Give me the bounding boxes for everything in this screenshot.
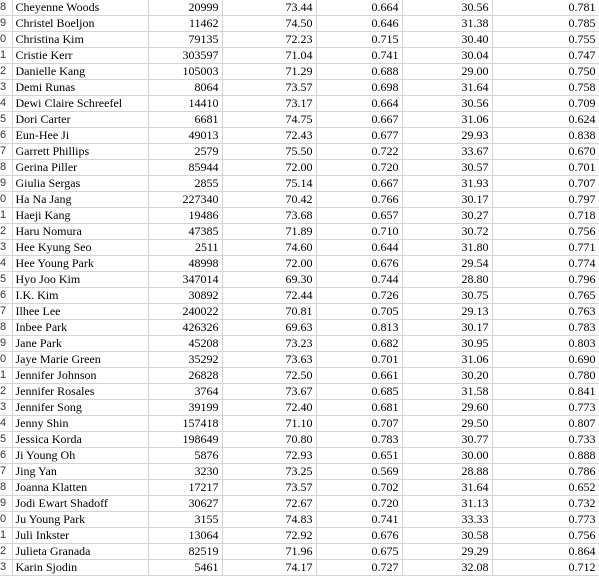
- cell-col-1[interactable]: 3155: [148, 512, 222, 528]
- table-row: [0, 192, 599, 208]
- cell-col-4[interactable]: 28.88: [402, 464, 492, 480]
- row-header[interactable]: 7: [0, 464, 12, 480]
- cell-col-1[interactable]: 2511: [148, 240, 222, 256]
- cell-col-5[interactable]: 0.709: [492, 96, 599, 112]
- cell-col-5[interactable]: 0.707: [492, 176, 599, 192]
- cell-name[interactable]: Eun-Hee Ji: [12, 128, 148, 144]
- cell-col-1[interactable]: 47385: [148, 224, 222, 240]
- cell-col-1[interactable]: 26828: [148, 368, 222, 384]
- cell-col-3[interactable]: 0.651: [316, 448, 402, 464]
- cell-name[interactable]: Karin Sjodin: [12, 560, 148, 576]
- cell-col-5[interactable]: 0.781: [492, 0, 599, 16]
- cell-col-1[interactable]: 35292: [148, 352, 222, 368]
- cell-name[interactable]: Christina Kim: [12, 32, 148, 48]
- cell-col-5[interactable]: 0.838: [492, 128, 599, 144]
- cell-col-5[interactable]: 0.733: [492, 432, 599, 448]
- table-row: [0, 112, 599, 128]
- cell-col-1[interactable]: 3230: [148, 464, 222, 480]
- cell-col-2[interactable]: 71.96: [222, 544, 316, 560]
- table-row: [0, 160, 599, 176]
- row-header[interactable]: 7: [0, 304, 12, 320]
- cell-col-2[interactable]: 72.44: [222, 288, 316, 304]
- cell-col-3[interactable]: 0.722: [316, 144, 402, 160]
- row-header[interactable]: 7: [0, 144, 12, 160]
- cell-col-1[interactable]: 30892: [148, 288, 222, 304]
- table-row: [0, 464, 599, 480]
- cell-name[interactable]: Jennifer Rosales: [12, 384, 148, 400]
- cell-col-3[interactable]: 0.677: [316, 128, 402, 144]
- cell-col-5[interactable]: 0.763: [492, 304, 599, 320]
- cell-col-1[interactable]: 48998: [148, 256, 222, 272]
- cell-col-3[interactable]: 0.682: [316, 336, 402, 352]
- cell-name[interactable]: Jane Park: [12, 336, 148, 352]
- cell-col-3[interactable]: 0.569: [316, 464, 402, 480]
- cell-col-3[interactable]: 0.705: [316, 304, 402, 320]
- cell-col-1[interactable]: 79135: [148, 32, 222, 48]
- cell-col-4[interactable]: 31.64: [402, 80, 492, 96]
- cell-col-3[interactable]: 0.741: [316, 48, 402, 64]
- cell-col-5[interactable]: 0.747: [492, 48, 599, 64]
- table-row: [0, 176, 599, 192]
- table-row: [0, 480, 599, 496]
- row-header[interactable]: 1: [0, 528, 12, 544]
- cell-col-1[interactable]: 11462: [148, 16, 222, 32]
- row-header[interactable]: 9: [0, 336, 12, 352]
- cell-col-3[interactable]: 0.676: [316, 256, 402, 272]
- cell-name[interactable]: Hee Young Park: [12, 256, 148, 272]
- cell-name[interactable]: Jennifer Song: [12, 400, 148, 416]
- row-header[interactable]: 1: [0, 368, 12, 384]
- cell-col-2[interactable]: 70.80: [222, 432, 316, 448]
- table-row: [0, 320, 599, 336]
- cell-col-4[interactable]: 29.50: [402, 416, 492, 432]
- table-row: [0, 368, 599, 384]
- cell-name[interactable]: Haeji Kang: [12, 208, 148, 224]
- cell-name[interactable]: Joanna Klatten: [12, 480, 148, 496]
- table-row: [0, 272, 599, 288]
- cell-col-3[interactable]: 0.664: [316, 96, 402, 112]
- table-row: [0, 0, 599, 16]
- table-row: [0, 224, 599, 240]
- cell-col-2[interactable]: 72.00: [222, 256, 316, 272]
- cell-col-5[interactable]: 0.624: [492, 112, 599, 128]
- row-header[interactable]: 0: [0, 352, 12, 368]
- cell-col-1[interactable]: 347014: [148, 272, 222, 288]
- cell-col-5[interactable]: 0.701: [492, 160, 599, 176]
- cell-col-2[interactable]: 72.93: [222, 448, 316, 464]
- cell-col-3[interactable]: 0.661: [316, 368, 402, 384]
- cell-col-5[interactable]: 0.652: [492, 480, 599, 496]
- row-header[interactable]: 2: [0, 384, 12, 400]
- cell-name[interactable]: Gerina Piller: [12, 160, 148, 176]
- cell-col-5[interactable]: 0.785: [492, 16, 599, 32]
- cell-col-1[interactable]: 227340: [148, 192, 222, 208]
- table-row: [0, 256, 599, 272]
- table-row: [0, 384, 599, 400]
- table-row: [0, 144, 599, 160]
- cell-col-2[interactable]: 72.23: [222, 32, 316, 48]
- cell-col-1[interactable]: 2579: [148, 144, 222, 160]
- cell-col-4[interactable]: 29.60: [402, 400, 492, 416]
- row-header[interactable]: 1: [0, 208, 12, 224]
- cell-col-3[interactable]: 0.667: [316, 112, 402, 128]
- row-header[interactable]: 3: [0, 400, 12, 416]
- cell-name[interactable]: Jennifer Johnson: [12, 368, 148, 384]
- cell-col-4[interactable]: 32.08: [402, 560, 492, 576]
- row-header[interactable]: 3: [0, 240, 12, 256]
- cell-name[interactable]: I.K. Kim: [12, 288, 148, 304]
- cell-col-3[interactable]: 0.685: [316, 384, 402, 400]
- cell-col-1[interactable]: 5461: [148, 560, 222, 576]
- cell-col-5[interactable]: 0.712: [492, 560, 599, 576]
- cell-col-2[interactable]: 71.89: [222, 224, 316, 240]
- table-row: [0, 336, 599, 352]
- cell-col-1[interactable]: 426326: [148, 320, 222, 336]
- cell-col-5[interactable]: 0.773: [492, 400, 599, 416]
- cell-col-4[interactable]: 30.56: [402, 96, 492, 112]
- table-row: [0, 48, 599, 64]
- table-row: [0, 288, 599, 304]
- cell-col-4[interactable]: 29.93: [402, 128, 492, 144]
- cell-col-4[interactable]: 30.95: [402, 336, 492, 352]
- cell-col-4[interactable]: 29.00: [402, 64, 492, 80]
- cell-col-3[interactable]: 0.675: [316, 544, 402, 560]
- cell-name[interactable]: Jodi Ewart Shadoff: [12, 496, 148, 512]
- cell-col-1[interactable]: 17217: [148, 480, 222, 496]
- cell-col-4[interactable]: 30.58: [402, 528, 492, 544]
- cell-col-1[interactable]: 3764: [148, 384, 222, 400]
- cell-name[interactable]: Christel Boeljon: [12, 16, 148, 32]
- cell-col-5[interactable]: 0.758: [492, 80, 599, 96]
- cell-col-5[interactable]: 0.755: [492, 32, 599, 48]
- cell-col-5[interactable]: 0.796: [492, 272, 599, 288]
- cell-col-1[interactable]: 8064: [148, 80, 222, 96]
- cell-name[interactable]: Haru Nomura: [12, 224, 148, 240]
- cell-col-2[interactable]: 75.50: [222, 144, 316, 160]
- cell-col-2[interactable]: 73.57: [222, 80, 316, 96]
- cell-col-2[interactable]: 71.10: [222, 416, 316, 432]
- table-row: [0, 80, 599, 96]
- cell-col-1[interactable]: 303597: [148, 48, 222, 64]
- row-header[interactable]: 3: [0, 80, 12, 96]
- cell-name[interactable]: Giulia Sergas: [12, 176, 148, 192]
- cell-col-2[interactable]: 71.29: [222, 64, 316, 80]
- cell-name[interactable]: Demi Runas: [12, 80, 148, 96]
- cell-col-3[interactable]: 0.681: [316, 400, 402, 416]
- table-row: [0, 448, 599, 464]
- row-header[interactable]: 3: [0, 560, 12, 576]
- table-row: [0, 352, 599, 368]
- table-row: [0, 528, 599, 544]
- cell-name[interactable]: Garrett Phillips: [12, 144, 148, 160]
- table-row: [0, 496, 599, 512]
- row-header[interactable]: 0: [0, 512, 12, 528]
- cell-col-4[interactable]: 31.58: [402, 384, 492, 400]
- cell-col-5[interactable]: 0.803: [492, 336, 599, 352]
- cell-name[interactable]: Hee Kyung Seo: [12, 240, 148, 256]
- cell-col-1[interactable]: 19486: [148, 208, 222, 224]
- row-header[interactable]: 0: [0, 192, 12, 208]
- cell-col-5[interactable]: 0.670: [492, 144, 599, 160]
- table-row: [0, 32, 599, 48]
- table-row: [0, 128, 599, 144]
- cell-col-2[interactable]: 72.40: [222, 400, 316, 416]
- cell-col-4[interactable]: 29.29: [402, 544, 492, 560]
- cell-col-5[interactable]: 0.765: [492, 288, 599, 304]
- table-row: [0, 400, 599, 416]
- cell-name[interactable]: Jing Yan: [12, 464, 148, 480]
- cell-col-5[interactable]: 0.773: [492, 512, 599, 528]
- cell-col-4[interactable]: 30.40: [402, 32, 492, 48]
- row-header[interactable]: 5: [0, 432, 12, 448]
- cell-col-2[interactable]: 74.83: [222, 512, 316, 528]
- cell-col-5[interactable]: 0.690: [492, 352, 599, 368]
- table-row: [0, 64, 599, 80]
- cell-col-4[interactable]: 30.57: [402, 160, 492, 176]
- cell-col-4[interactable]: 29.54: [402, 256, 492, 272]
- cell-col-3[interactable]: 0.646: [316, 16, 402, 32]
- cell-col-1[interactable]: 20999: [148, 0, 222, 16]
- cell-col-4[interactable]: 31.38: [402, 16, 492, 32]
- cell-col-1[interactable]: 82519: [148, 544, 222, 560]
- cell-col-2[interactable]: 75.14: [222, 176, 316, 192]
- cell-col-2[interactable]: 72.43: [222, 128, 316, 144]
- cell-col-2[interactable]: 74.50: [222, 16, 316, 32]
- table-row: [0, 16, 599, 32]
- cell-col-3[interactable]: 0.726: [316, 288, 402, 304]
- cell-col-1[interactable]: 198649: [148, 432, 222, 448]
- cell-name[interactable]: Ha Na Jang: [12, 192, 148, 208]
- cell-col-2[interactable]: 73.25: [222, 464, 316, 480]
- cell-col-3[interactable]: 0.688: [316, 64, 402, 80]
- cell-col-5[interactable]: 0.771: [492, 240, 599, 256]
- cell-col-2[interactable]: 73.68: [222, 208, 316, 224]
- cell-col-5[interactable]: 0.797: [492, 192, 599, 208]
- cell-col-4[interactable]: 31.06: [402, 352, 492, 368]
- table-row: [0, 208, 599, 224]
- cell-col-4[interactable]: 31.06: [402, 112, 492, 128]
- row-header[interactable]: 4: [0, 416, 12, 432]
- cell-col-4[interactable]: 31.80: [402, 240, 492, 256]
- cell-col-2[interactable]: 73.23: [222, 336, 316, 352]
- cell-col-3[interactable]: 0.644: [316, 240, 402, 256]
- cell-name[interactable]: Ilhee Lee: [12, 304, 148, 320]
- cell-name[interactable]: Juli Inkster: [12, 528, 148, 544]
- cell-col-3[interactable]: 0.707: [316, 416, 402, 432]
- cell-name[interactable]: Cristie Kerr: [12, 48, 148, 64]
- row-header[interactable]: 4: [0, 256, 12, 272]
- cell-col-3[interactable]: 0.766: [316, 192, 402, 208]
- cell-col-5[interactable]: 0.732: [492, 496, 599, 512]
- cell-col-4[interactable]: 29.13: [402, 304, 492, 320]
- cell-col-2[interactable]: 73.67: [222, 384, 316, 400]
- table-row: [0, 304, 599, 320]
- table-row: [0, 240, 599, 256]
- row-header[interactable]: 2: [0, 544, 12, 560]
- cell-col-4[interactable]: 30.72: [402, 224, 492, 240]
- cell-col-3[interactable]: 0.744: [316, 272, 402, 288]
- cell-col-3[interactable]: 0.664: [316, 0, 402, 16]
- cell-col-1[interactable]: 39199: [148, 400, 222, 416]
- cell-col-2[interactable]: 73.63: [222, 352, 316, 368]
- cell-col-2[interactable]: 74.60: [222, 240, 316, 256]
- cell-col-2[interactable]: 71.04: [222, 48, 316, 64]
- table-row: [0, 560, 599, 576]
- cell-col-4[interactable]: 30.77: [402, 432, 492, 448]
- cell-col-4[interactable]: 33.67: [402, 144, 492, 160]
- cell-col-5[interactable]: 0.750: [492, 64, 599, 80]
- cell-col-3[interactable]: 0.783: [316, 432, 402, 448]
- cell-col-5[interactable]: 0.756: [492, 224, 599, 240]
- row-header[interactable]: 8: [0, 160, 12, 176]
- cell-col-1[interactable]: 240022: [148, 304, 222, 320]
- cell-col-1[interactable]: 105003: [148, 64, 222, 80]
- cell-col-1[interactable]: 45208: [148, 336, 222, 352]
- cell-col-4[interactable]: 30.20: [402, 368, 492, 384]
- cell-col-1[interactable]: 157418: [148, 416, 222, 432]
- cell-name[interactable]: Jaye Marie Green: [12, 352, 148, 368]
- cell-col-5[interactable]: 0.774: [492, 256, 599, 272]
- row-header[interactable]: 5: [0, 112, 12, 128]
- row-header[interactable]: 6: [0, 128, 12, 144]
- cell-col-2[interactable]: 72.00: [222, 160, 316, 176]
- cell-col-1[interactable]: 5876: [148, 448, 222, 464]
- cell-name[interactable]: Cheyenne Woods: [12, 0, 148, 16]
- cell-col-3[interactable]: 0.676: [316, 528, 402, 544]
- cell-col-1[interactable]: 14410: [148, 96, 222, 112]
- table-row: [0, 512, 599, 528]
- cell-col-3[interactable]: 0.727: [316, 560, 402, 576]
- cell-name[interactable]: Julieta Granada: [12, 544, 148, 560]
- cell-col-5[interactable]: 0.780: [492, 368, 599, 384]
- cell-col-1[interactable]: 85944: [148, 160, 222, 176]
- cell-col-4[interactable]: 30.00: [402, 448, 492, 464]
- cell-name[interactable]: Jenny Shin: [12, 416, 148, 432]
- cell-col-1[interactable]: 30627: [148, 496, 222, 512]
- cell-col-3[interactable]: 0.701: [316, 352, 402, 368]
- cell-col-1[interactable]: 6681: [148, 112, 222, 128]
- cell-col-3[interactable]: 0.720: [316, 496, 402, 512]
- cell-col-2[interactable]: 73.57: [222, 480, 316, 496]
- cell-col-1[interactable]: 13064: [148, 528, 222, 544]
- cell-col-4[interactable]: 31.13: [402, 496, 492, 512]
- table-row: [0, 416, 599, 432]
- cell-col-4[interactable]: 30.27: [402, 208, 492, 224]
- cell-col-1[interactable]: 49013: [148, 128, 222, 144]
- table-row: [0, 544, 599, 560]
- cell-col-5[interactable]: 0.807: [492, 416, 599, 432]
- table-row: [0, 432, 599, 448]
- cell-col-3[interactable]: 0.741: [316, 512, 402, 528]
- cell-col-3[interactable]: 0.813: [316, 320, 402, 336]
- cell-name[interactable]: Inbee Park: [12, 320, 148, 336]
- cell-col-4[interactable]: 28.80: [402, 272, 492, 288]
- cell-name[interactable]: Dori Carter: [12, 112, 148, 128]
- cell-col-5[interactable]: 0.888: [492, 448, 599, 464]
- cell-col-3[interactable]: 0.710: [316, 224, 402, 240]
- row-header[interactable]: 2: [0, 64, 12, 80]
- cell-col-4[interactable]: 33.33: [402, 512, 492, 528]
- row-header[interactable]: 2: [0, 224, 12, 240]
- cell-col-2[interactable]: 74.75: [222, 112, 316, 128]
- cell-col-2[interactable]: 72.50: [222, 368, 316, 384]
- cell-col-5[interactable]: 0.783: [492, 320, 599, 336]
- cell-col-2[interactable]: 73.44: [222, 0, 316, 16]
- row-header[interactable]: 9: [0, 16, 12, 32]
- cell-name[interactable]: Danielle Kang: [12, 64, 148, 80]
- cell-col-2[interactable]: 70.42: [222, 192, 316, 208]
- cell-col-4[interactable]: 30.04: [402, 48, 492, 64]
- cell-col-2[interactable]: 69.63: [222, 320, 316, 336]
- cell-col-4[interactable]: 30.17: [402, 320, 492, 336]
- row-header[interactable]: 0: [0, 32, 12, 48]
- cell-name[interactable]: Ju Young Park: [12, 512, 148, 528]
- cell-col-5[interactable]: 0.841: [492, 384, 599, 400]
- cell-col-5[interactable]: 0.786: [492, 464, 599, 480]
- cell-col-2[interactable]: 72.92: [222, 528, 316, 544]
- cell-col-3[interactable]: 0.720: [316, 160, 402, 176]
- cell-name[interactable]: Hyo Joo Kim: [12, 272, 148, 288]
- cell-col-2[interactable]: 72.67: [222, 496, 316, 512]
- row-header[interactable]: 9: [0, 496, 12, 512]
- cell-col-5[interactable]: 0.718: [492, 208, 599, 224]
- cell-name[interactable]: Jessica Korda: [12, 432, 148, 448]
- table-row: [0, 96, 599, 112]
- cell-col-4[interactable]: 31.64: [402, 480, 492, 496]
- cell-col-4[interactable]: 30.17: [402, 192, 492, 208]
- row-header[interactable]: 6: [0, 288, 12, 304]
- row-header[interactable]: 5: [0, 272, 12, 288]
- cell-col-2[interactable]: 73.17: [222, 96, 316, 112]
- row-header[interactable]: 9: [0, 176, 12, 192]
- cell-col-2[interactable]: 70.81: [222, 304, 316, 320]
- cell-col-1[interactable]: 2855: [148, 176, 222, 192]
- cell-col-2[interactable]: 74.17: [222, 560, 316, 576]
- row-header[interactable]: 1: [0, 48, 12, 64]
- cell-col-4[interactable]: 30.75: [402, 288, 492, 304]
- cell-col-5[interactable]: 0.756: [492, 528, 599, 544]
- cell-name[interactable]: Ji Young Oh: [12, 448, 148, 464]
- cell-col-2[interactable]: 69.30: [222, 272, 316, 288]
- cell-col-3[interactable]: 0.657: [316, 208, 402, 224]
- cell-col-5[interactable]: 0.864: [492, 544, 599, 560]
- cell-col-3[interactable]: 0.715: [316, 32, 402, 48]
- cell-col-4[interactable]: 31.93: [402, 176, 492, 192]
- row-header[interactable]: 6: [0, 448, 12, 464]
- row-header[interactable]: 8: [0, 320, 12, 336]
- row-header[interactable]: 8: [0, 480, 12, 496]
- row-header[interactable]: 4: [0, 96, 12, 112]
- cell-name[interactable]: Dewi Claire Schreefel: [12, 96, 148, 112]
- cell-col-3[interactable]: 0.667: [316, 176, 402, 192]
- cell-col-3[interactable]: 0.702: [316, 480, 402, 496]
- cell-col-4[interactable]: 30.56: [402, 0, 492, 16]
- cell-col-3[interactable]: 0.698: [316, 80, 402, 96]
- row-header[interactable]: 8: [0, 0, 12, 16]
